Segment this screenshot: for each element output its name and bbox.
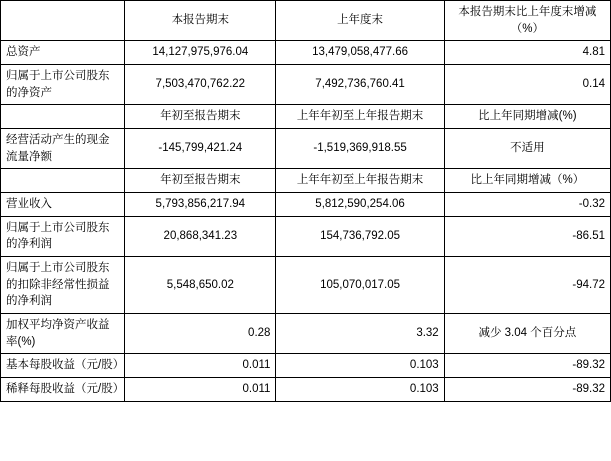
data-cell: 0.103 — [276, 354, 444, 378]
data-cell: 上年度末 — [276, 1, 444, 41]
data-cell: 0.011 — [125, 354, 276, 378]
data-cell: 5,548,650.02 — [125, 257, 276, 314]
data-cell: 105,070,017.05 — [276, 257, 444, 314]
row-label-cell: 归属于上市公司股东的净资产 — [1, 65, 125, 105]
table-row — [1, 65, 611, 105]
data-cell: 7,492,736,760.41 — [276, 65, 444, 105]
data-cell: 不适用 — [444, 129, 610, 169]
data-cell: -0.32 — [444, 193, 610, 217]
data-cell: 上年年初至上年报告期末 — [276, 105, 444, 129]
table-row — [1, 41, 611, 65]
data-cell: 减少 3.04 个百分点 — [444, 314, 610, 354]
row-label-cell: 归属于上市公司股东的净利润 — [1, 216, 125, 256]
table-row — [1, 193, 611, 217]
data-cell: 5,793,856,217.94 — [125, 193, 276, 217]
data-cell: 0.103 — [276, 378, 444, 402]
data-cell: 本报告期末比上年度末增减（%） — [444, 1, 610, 41]
data-cell: 7,503,470,762.22 — [125, 65, 276, 105]
table-body — [1, 1, 611, 402]
data-cell: -89.32 — [444, 354, 610, 378]
row-label-cell: 经营活动产生的现金流量净额 — [1, 129, 125, 169]
data-cell: 年初至报告期末 — [125, 169, 276, 193]
data-cell: 14,127,975,976.04 — [125, 41, 276, 65]
row-label-cell: 稀释每股收益（元/股） — [1, 378, 125, 402]
table-row — [1, 129, 611, 169]
row-label-cell — [1, 169, 125, 193]
data-cell: -145,799,421.24 — [125, 129, 276, 169]
data-cell: 本报告期末 — [125, 1, 276, 41]
data-cell: -89.32 — [444, 378, 610, 402]
data-cell: 年初至报告期末 — [125, 105, 276, 129]
data-cell: 0.28 — [125, 314, 276, 354]
row-label-cell: 总资产 — [1, 41, 125, 65]
table-row — [1, 105, 611, 129]
data-cell: 20,868,341.23 — [125, 216, 276, 256]
data-cell: 0.14 — [444, 65, 610, 105]
row-label-cell — [1, 105, 125, 129]
row-label-cell: 加权平均净资产收益率(%) — [1, 314, 125, 354]
table-row — [1, 354, 611, 378]
data-cell: 3.32 — [276, 314, 444, 354]
row-label-cell: 归属于上市公司股东的扣除非经常性损益的净利润 — [1, 257, 125, 314]
table-row — [1, 257, 611, 314]
row-label-cell — [1, 1, 125, 41]
table-row — [1, 314, 611, 354]
table-row — [1, 169, 611, 193]
data-cell: 154,736,792.05 — [276, 216, 444, 256]
data-cell: 5,812,590,254.06 — [276, 193, 444, 217]
row-label-cell: 营业收入 — [1, 193, 125, 217]
table-row — [1, 378, 611, 402]
data-cell: -94.72 — [444, 257, 610, 314]
data-cell: 上年年初至上年报告期末 — [276, 169, 444, 193]
table-row — [1, 216, 611, 256]
data-cell: -1,519,369,918.55 — [276, 129, 444, 169]
data-cell: 4.81 — [444, 41, 610, 65]
row-label-cell: 基本每股收益（元/股） — [1, 354, 125, 378]
table-row — [1, 1, 611, 41]
data-cell: 比上年同期增减（%） — [444, 169, 610, 193]
data-cell: 比上年同期增减(%) — [444, 105, 610, 129]
data-cell: 0.011 — [125, 378, 276, 402]
data-cell: 13,479,058,477.66 — [276, 41, 444, 65]
data-cell: -86.51 — [444, 216, 610, 256]
